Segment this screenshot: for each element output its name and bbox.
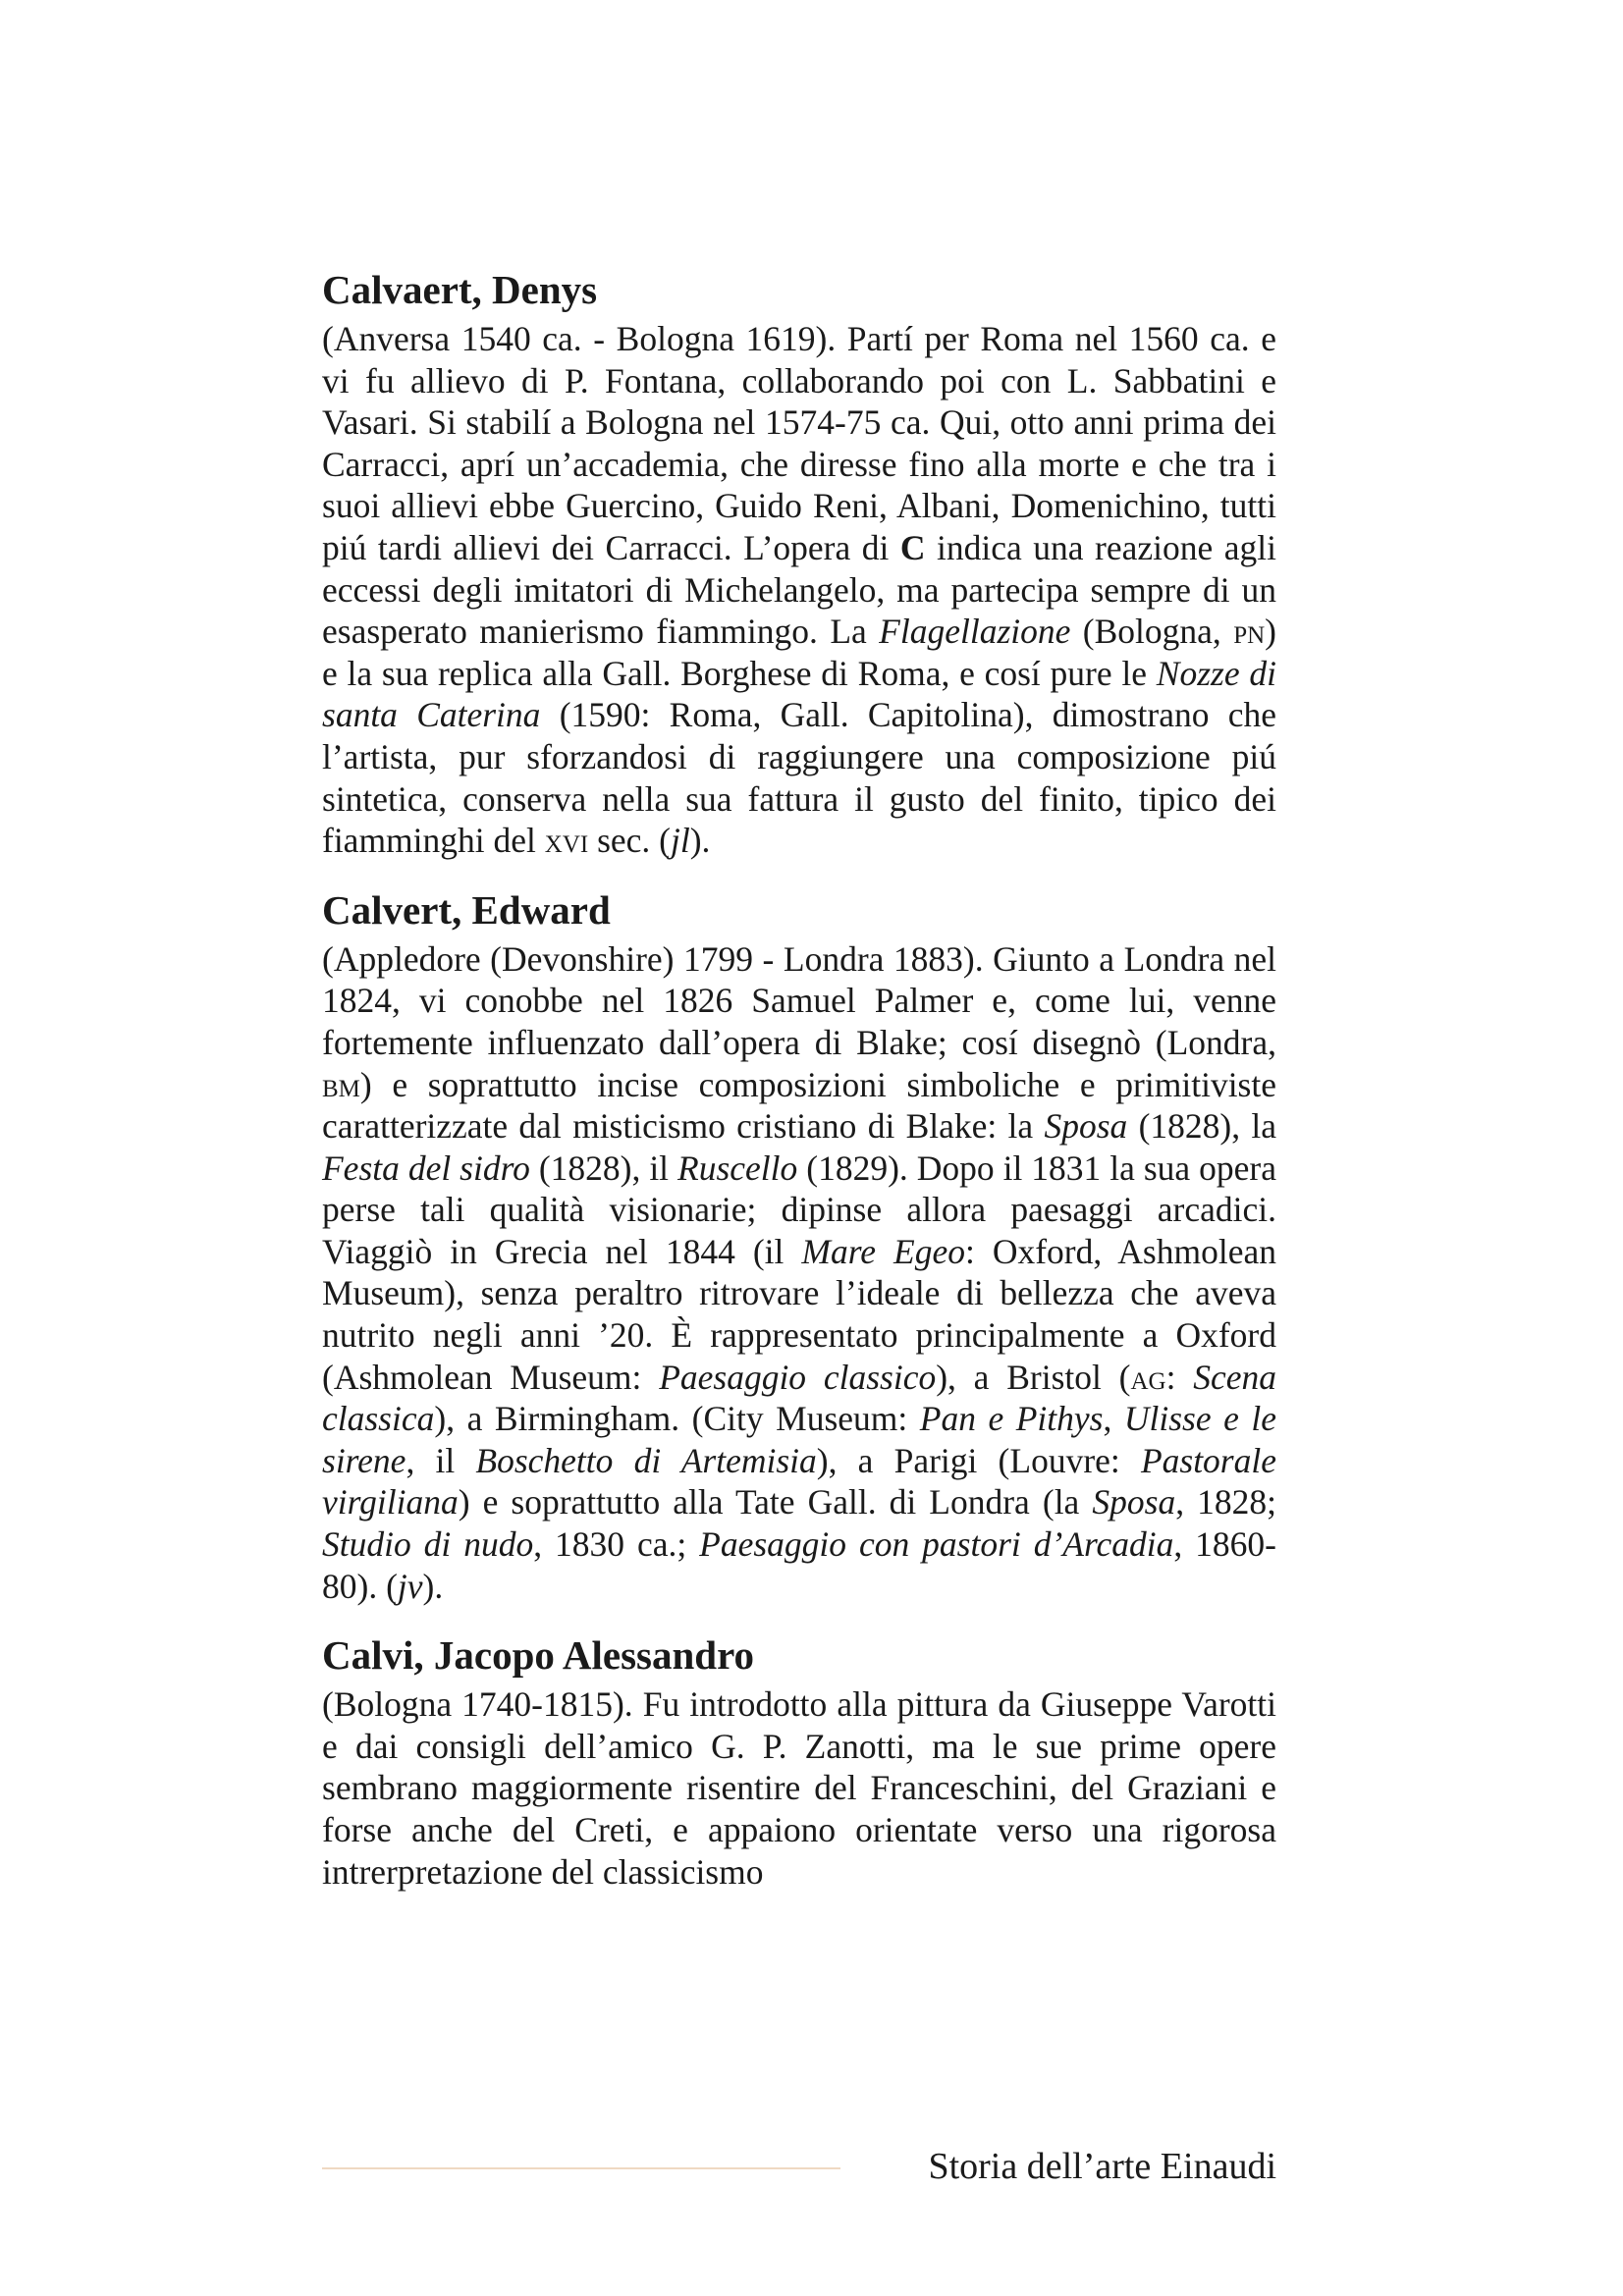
italic-text: Boschetto di Artemisia [475, 1440, 817, 1480]
body-text: (Anversa 1540 ca. - Bologna 1619). Partí per Roma nel 1560 ca. e vi fu allievo di P. Fontana, collaborando poi con L. Sabbatini e Vasari. Si stabilí a Bologna nel 1574-75 ca. Qui, otto anni prima dei Carracci, aprí un’accademia, che diresse fino alla morte e che tra i suoi allievi ebbe Guercino, Guido Reni, Albani, Domenichino, tutti piú tardi allievi dei Carracci. L’opera di [322, 319, 1276, 567]
body-text: , 1860-80). ( [322, 1524, 1276, 1606]
body-text: ). [422, 1566, 444, 1606]
italic-text: Scena classica [322, 1357, 1276, 1439]
italic-text: jl [670, 821, 690, 861]
italic-text: Paesaggio classico [659, 1357, 937, 1397]
body-text: (1829). Dopo il 1831 la sua opera perse tali qualità visionarie; dipinse allora paesaggi arcadici. Viaggiò in Grecia nel 1844 (il [322, 1148, 1276, 1271]
italic-text: Nozze di santa Caterina [322, 653, 1276, 735]
body-text: ), a Bristol ( [936, 1357, 1131, 1397]
italic-text: Sposa [1044, 1106, 1128, 1147]
body-text: ) e soprattutto alla Tate Gall. di Londra (la [458, 1482, 1093, 1522]
italic-text: Festa del sidro [322, 1148, 530, 1188]
small-caps-text: bm [322, 1064, 360, 1104]
italic-text: Flagellazione [879, 612, 1071, 652]
entry-calvert [322, 887, 1276, 1608]
page-footer [322, 2143, 1276, 2192]
italic-text: Sposa [1092, 1482, 1176, 1522]
italic-text: Pan e Pithys [919, 1399, 1104, 1439]
entry-calvi [322, 1632, 1276, 1893]
italic-text: jv [397, 1566, 423, 1606]
body-text: : [1165, 1357, 1194, 1397]
body-text: ), a Parigi (Louvre: [816, 1440, 1141, 1480]
entry-calvaert [322, 267, 1276, 862]
bold-text: C [899, 527, 926, 567]
italic-text: Mare Egeo [801, 1231, 965, 1271]
body-text: sec. ( [588, 821, 671, 861]
entry-title: Calvi, Jacopo Alessandro [322, 1632, 755, 1679]
small-caps-text: xvi [544, 821, 589, 861]
entry-body [322, 1683, 1276, 1893]
body-text: (1590: Roma, Gall. Capitolina), dimostrano che l’artista, pur sforzandosi di raggiungere una composizione piú sintetica, conserva nella sua fattura il gusto del finito, tipico dei fiamminghi del [322, 695, 1276, 861]
page-content [322, 267, 1276, 1918]
entry-body [322, 318, 1276, 862]
body-text: , 1830 ca.; [533, 1524, 700, 1565]
italic-text: Ruscello [677, 1148, 798, 1188]
body-text: (1828), la [1127, 1106, 1277, 1147]
body-text: indica una reazione agli eccessi degli imitatori di Michelangelo, ma partecipa sempre di un esasperato manierismo fiammingo. La [322, 527, 1276, 652]
body-text: (Appledore (Devonshire) 1799 - Londra 1883). Giunto a Londra nel 1824, vi conobbe nel 1826 Samuel Palmer e, come lui, venne fortemente influenzato dall’opera di Blake; cosí disegnò (Londra, [322, 938, 1276, 1062]
entry-body [322, 938, 1276, 1608]
body-text: (Bologna 1740-1815). Fu introdotto alla pittura da Giuseppe Varotti e dai consigli dell’amico G. P. Zanotti, ma le sue prime opere sembrano maggiormente risentire del Franceschini, del Graziani e forse anche del Creti, e appaiono orientate verso una rigorosa intrerpretazione del classicismo [322, 1684, 1276, 1892]
body-text: ) e soprattutto incise composizioni simboliche e primitiviste caratterizzate dal misticismo cristiano di Blake: la [322, 1064, 1276, 1147]
italic-text: Pastorale virgiliana [322, 1440, 1276, 1522]
footer-title: Storia dell’arte Einaudi [928, 2146, 1276, 2187]
body-text: (1828), il [529, 1148, 678, 1188]
body-text: : Oxford, Ashmolean Museum), senza peraltro ritrovare l’ideale di bellezza che aveva nutrito negli anni ’20. È rappresentato principalmente a Oxford (Ashmolean Museum: [322, 1231, 1276, 1397]
body-text: ) e la sua replica alla Gall. Borghese di Roma, e cosí pure le [322, 612, 1276, 693]
body-text: (Bologna, [1070, 612, 1234, 652]
body-text: ). [689, 821, 711, 861]
body-text: ), a Birmingham. (City Museum: [434, 1399, 920, 1439]
entry-title: Calvert, Edward [322, 886, 611, 933]
footer-rule [322, 2167, 840, 2169]
italic-text: Studio di nudo [322, 1524, 534, 1565]
body-text: , 1828; [1175, 1482, 1276, 1522]
body-text: , [1103, 1399, 1124, 1439]
small-caps-text: pn [1233, 612, 1266, 652]
italic-text: Ulisse e le sirene [322, 1399, 1276, 1480]
body-text: , il [406, 1440, 476, 1480]
italic-text: Paesaggio con pastori d’Arcadia [699, 1524, 1174, 1565]
entry-title: Calvaert, Denys [322, 267, 598, 312]
small-caps-text: ag [1130, 1357, 1166, 1397]
